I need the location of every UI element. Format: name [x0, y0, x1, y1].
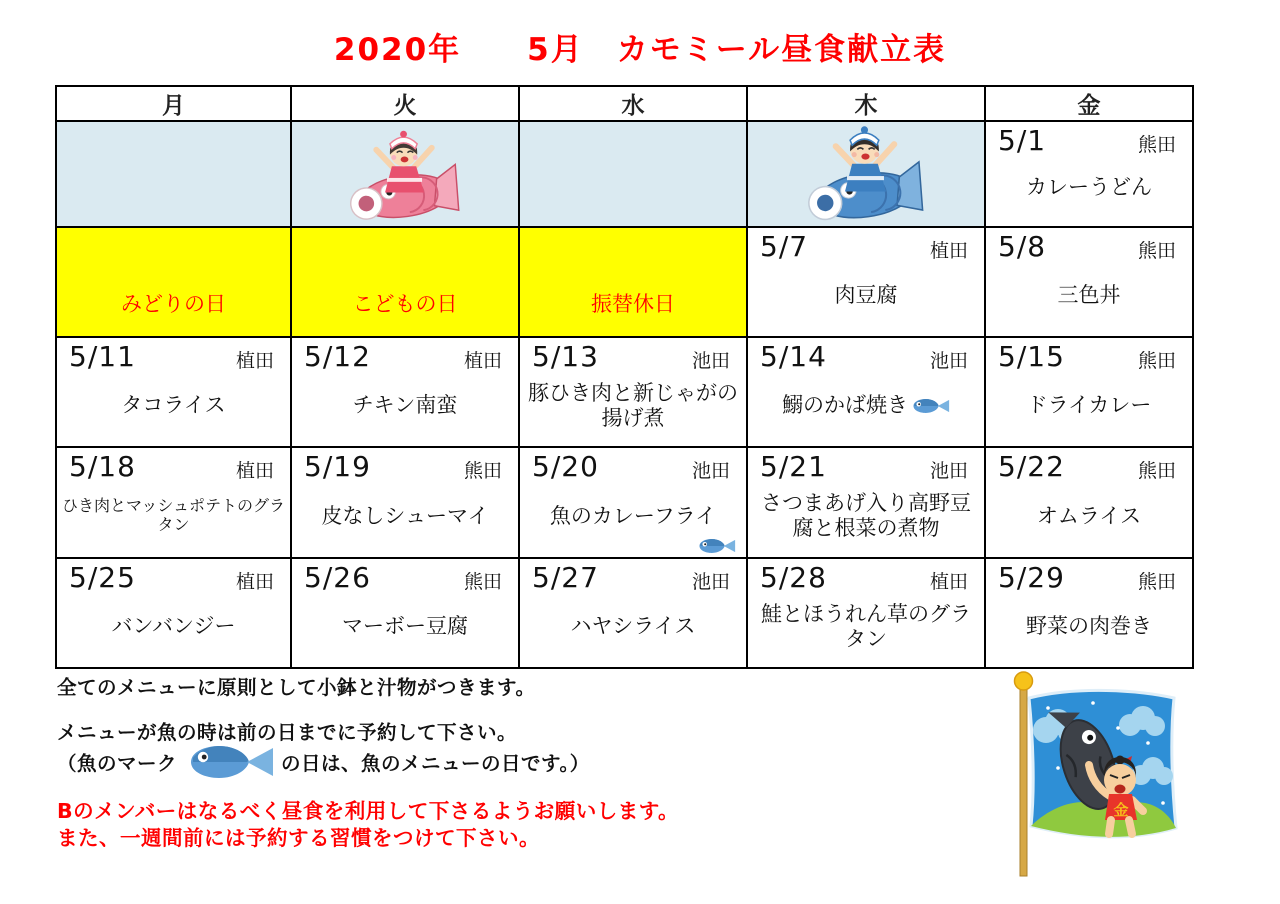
cell-staff: 植田	[463, 350, 502, 372]
cell-5-15	[985, 337, 1193, 447]
cell-menu: カレーうどん	[1026, 175, 1152, 200]
cell-date: 5/8	[998, 230, 1047, 263]
cell-5-27	[519, 558, 747, 668]
cell-staff: 池田	[691, 571, 730, 593]
warning-line-1: Bのメンバーはなるべく昼食を利用して下さるようお願いします。	[57, 799, 680, 823]
weekday-wed: 水	[519, 86, 747, 121]
cell-staff: 池田	[691, 350, 730, 372]
cell-5-1	[985, 121, 1193, 227]
cell-staff: 熊田	[1137, 134, 1176, 156]
fish-icon	[696, 537, 736, 555]
cell-date: 5/28	[760, 561, 827, 594]
cell-5-29	[985, 558, 1193, 668]
cell-5-7	[747, 227, 985, 337]
cell-date: 5/20	[532, 450, 599, 483]
weekday-thu: 木	[747, 86, 985, 121]
cell-week1-thu-illustration	[747, 121, 985, 227]
cell-5-25	[56, 558, 291, 668]
cell-menu: タコライス	[121, 393, 226, 418]
cell-staff: 植田	[235, 571, 274, 593]
cell-holiday-furikae	[519, 227, 747, 337]
cell-staff: 熊田	[1137, 350, 1176, 372]
cell-date: 5/18	[69, 450, 136, 483]
cell-5-19	[291, 447, 519, 558]
weekday-tue: 火	[291, 86, 519, 121]
warning-line-2: また、一週間前には予約する習慣をつけて下さい。	[57, 826, 540, 850]
cell-staff: 熊田	[1137, 571, 1176, 593]
weekday-mon: 月	[56, 86, 291, 121]
weekday-header-row	[56, 86, 1193, 121]
cell-menu: 豚ひき肉と新じゃがの揚げ煮	[528, 380, 738, 430]
menu-calendar-table	[55, 85, 1194, 669]
cell-week1-wed-empty	[519, 121, 747, 227]
note-fish-mark-pre: （魚のマーク	[57, 752, 178, 775]
cell-menu: 野菜の肉巻き	[1026, 614, 1152, 639]
cell-date: 5/21	[760, 450, 827, 483]
cell-week1-tue-illustration	[291, 121, 519, 227]
cell-menu: 皮なしシューマイ	[321, 503, 489, 528]
note-fish-mark-post: の日は、魚のメニューの日です。）	[281, 752, 590, 775]
kintaro-flag-icon	[998, 668, 1198, 898]
cell-5-18	[56, 447, 291, 558]
week3-row	[56, 337, 1193, 447]
cell-5-14	[747, 337, 985, 447]
cell-5-20	[519, 447, 747, 558]
cell-holiday-kodomo	[291, 227, 519, 337]
cell-menu: チキン南蛮	[352, 393, 458, 418]
cell-5-11	[56, 337, 291, 447]
cell-5-26	[291, 558, 519, 668]
week5-row	[56, 558, 1193, 668]
cell-date: 5/1	[998, 124, 1047, 157]
cell-5-21	[747, 447, 985, 558]
cell-menu: オムライス	[1036, 503, 1142, 528]
cell-menu: 魚のカレーフライ	[549, 503, 717, 528]
cell-date: 5/14	[760, 340, 827, 373]
cell-staff: 池田	[929, 460, 968, 482]
cell-menu: バンバンジー	[111, 614, 236, 639]
week2-row	[56, 227, 1193, 337]
cell-week1-mon-empty	[56, 121, 291, 227]
cell-5-8	[985, 227, 1193, 337]
cell-5-22	[985, 447, 1193, 558]
cell-date: 5/25	[69, 561, 136, 594]
cell-date: 5/27	[532, 561, 599, 594]
cell-menu: ひき肉とマッシュポテトのグラタン	[61, 496, 286, 534]
note-fish-reservation: メニューが魚の時は前の日までに予約して下さい。	[57, 721, 518, 744]
cell-menu: ハヤシライス	[570, 614, 696, 639]
boy-riding-blue-koinobori-icon	[807, 122, 925, 226]
fish-icon	[183, 742, 275, 782]
cell-menu: マーボー豆腐	[342, 614, 468, 639]
cell-staff: 池田	[929, 350, 968, 372]
cell-staff: 熊田	[1137, 460, 1176, 482]
cell-staff: 植田	[929, 571, 968, 593]
weekday-fri: 金	[985, 86, 1193, 121]
cell-date: 5/11	[69, 340, 136, 373]
cell-date: 5/29	[998, 561, 1065, 594]
cell-staff: 植田	[235, 350, 274, 372]
holiday-label: みどりの日	[121, 292, 226, 316]
page-title: 2020年 5月 カモミール昼食献立表	[333, 32, 947, 68]
cell-staff: 熊田	[463, 460, 502, 482]
cell-staff: 植田	[929, 240, 968, 262]
cell-staff: 熊田	[1137, 240, 1176, 262]
cell-date: 5/26	[304, 561, 371, 594]
cell-date: 5/13	[532, 340, 599, 373]
cell-date: 5/7	[760, 230, 809, 263]
week4-row	[56, 447, 1193, 558]
cell-staff: 熊田	[463, 571, 502, 593]
holiday-label: こどもの日	[352, 292, 458, 316]
cell-menu: さつまあげ入り高野豆腐と根菜の煮物	[761, 491, 971, 540]
cell-staff: 植田	[235, 460, 274, 482]
girl-riding-pink-koinobori-icon	[349, 126, 461, 226]
cell-5-28	[747, 558, 985, 668]
cell-date: 5/12	[304, 340, 371, 373]
kintaro-chest-character: 金	[1113, 801, 1129, 819]
week1-row	[56, 121, 1193, 227]
cell-menu: 三色丼	[1057, 283, 1121, 308]
cell-5-13	[519, 337, 747, 447]
holiday-label: 振替休日	[591, 292, 675, 316]
cell-date: 5/22	[998, 450, 1065, 483]
cell-date: 5/15	[998, 340, 1065, 373]
fish-icon	[910, 397, 950, 415]
cell-menu: 鰯のかば焼き	[748, 373, 984, 446]
cell-menu: 肉豆腐	[834, 283, 898, 308]
note-side-dishes: 全てのメニューに原則として小鉢と汁物がつきます。	[57, 676, 536, 699]
cell-menu: ドライカレー	[1026, 393, 1152, 418]
note-fish-mark	[57, 742, 590, 782]
cell-date: 5/19	[304, 450, 371, 483]
cell-menu: 鮭とほうれん草のグラタン	[761, 601, 971, 651]
cell-staff: 池田	[691, 460, 730, 482]
cell-holiday-midori	[56, 227, 291, 337]
cell-5-12	[291, 337, 519, 447]
